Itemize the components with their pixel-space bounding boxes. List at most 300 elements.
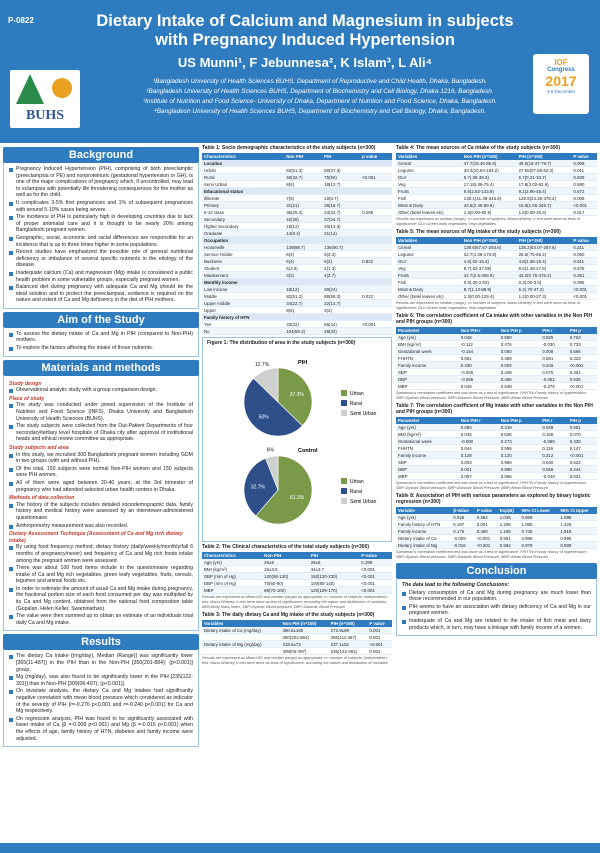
table-cell: Gestational week bbox=[396, 348, 459, 355]
table-cell: 0.008 bbox=[571, 160, 597, 167]
table-cell: 104(69.3) bbox=[284, 328, 322, 335]
table-header-cell: Non PIH p bbox=[499, 417, 541, 424]
table-cell: 1.085 bbox=[519, 521, 558, 528]
table-cell: 0.011 bbox=[571, 167, 597, 174]
table-row bbox=[396, 466, 597, 473]
table-cell: 0.323 bbox=[568, 355, 597, 362]
table-cell bbox=[202, 634, 281, 641]
legend-label: Semi Urban bbox=[350, 499, 377, 505]
table-cell: 1.2(0.00-27.3) bbox=[517, 293, 572, 300]
table-cell: 82(51.3) bbox=[284, 167, 322, 174]
table-header-row bbox=[202, 620, 392, 627]
table-cell: Dietary intake of Mg bbox=[396, 542, 451, 549]
table-cell: Meat & Dairy bbox=[396, 202, 462, 209]
table7 bbox=[396, 417, 597, 480]
table-header-cell: PIH p bbox=[568, 417, 597, 424]
table-header-cell: PIH bbox=[322, 153, 360, 160]
table-cell: 0.988 bbox=[519, 535, 558, 542]
table-cell: 0.745 bbox=[519, 528, 558, 535]
pie-label: 61.3% bbox=[290, 495, 305, 502]
table-header-cell: Non PIH r bbox=[459, 327, 499, 334]
table-cell: MBP bbox=[202, 587, 262, 594]
table3-note: Results are expressed as Mean±SD and median (range) as appropriate; n= number of subjects; Independent t-test, Mann-Whitney U test were done as tests of significance, according the nature and distribution of variables bbox=[202, 656, 389, 665]
section-header-methods: Materials and methods bbox=[3, 360, 199, 376]
background-list bbox=[9, 166, 193, 304]
table-cell: 318.6±72 bbox=[281, 641, 329, 648]
table-cell: 4.8(1.06-15.4) bbox=[517, 258, 572, 265]
table-cell: 0.066 bbox=[499, 473, 541, 480]
table-cell: 120(58-130) bbox=[262, 573, 309, 580]
table-cell: Other (betel leaves etc) bbox=[396, 293, 462, 300]
table-cell: 0.001 bbox=[367, 634, 392, 641]
right-column bbox=[396, 143, 597, 636]
table5 bbox=[396, 237, 597, 300]
table-cell: Upper bbox=[202, 307, 284, 314]
table-row bbox=[396, 445, 597, 452]
table-cell bbox=[360, 314, 392, 321]
table-header-cell: Non PIH bbox=[284, 153, 322, 160]
table-cell: 82(51.3) bbox=[284, 293, 322, 300]
table-cell: Educational status bbox=[202, 188, 284, 195]
table-cell: Semi Urban bbox=[202, 181, 284, 188]
methods-list bbox=[9, 452, 193, 494]
table-cell: -0.154 bbox=[459, 348, 499, 355]
table-cell bbox=[360, 272, 392, 279]
table-cell: 38(18.7) bbox=[322, 202, 360, 209]
legend-label: Urban bbox=[350, 479, 364, 485]
table-cell: Age (yrs) bbox=[396, 514, 451, 521]
table-header-row bbox=[396, 153, 597, 160]
table-cell: 0.551 bbox=[568, 424, 597, 431]
list-item: The study was conducted under joined supervision of the Institute of Nutrition and Food Science (INFS), Dhaka University and Bangladesh University of Health Sciences (BUHS). bbox=[9, 402, 193, 422]
table-cell: 14(9.4) bbox=[284, 230, 322, 237]
table-cell: Fish bbox=[396, 195, 462, 202]
background-box bbox=[3, 163, 199, 309]
table-cell: 1.206 bbox=[498, 521, 520, 528]
methods-subheading: Dietary Assessment Technique (Assessment of Ca and Mg rich dietary intake) bbox=[9, 531, 183, 544]
table-cell: 0.048 bbox=[459, 334, 499, 341]
table-cell: 28±5 bbox=[309, 559, 360, 566]
table-cell: 9.5(2.82-143.8) bbox=[462, 188, 517, 195]
table-cell: 8(6) bbox=[284, 307, 322, 314]
table-cell: 70(60-90) bbox=[262, 580, 309, 587]
table-cell: 34(22.7) bbox=[284, 300, 322, 307]
table-cell: 0.351 bbox=[571, 272, 597, 279]
table-cell: 0.040 bbox=[540, 459, 567, 466]
table-cell: Occupation bbox=[202, 237, 284, 244]
table-cell: 0.960 bbox=[499, 459, 541, 466]
table3 bbox=[202, 620, 392, 655]
table-cell: 4.6(.02-15.4) bbox=[462, 258, 517, 265]
table-row bbox=[396, 459, 597, 466]
table-cell: 0.969 bbox=[519, 514, 558, 521]
table-cell: 0.911 bbox=[571, 258, 597, 265]
table-cell: 237.1±52 bbox=[329, 641, 368, 648]
table-cell: <0.001 bbox=[571, 202, 597, 209]
table-cell: 27.55(07.65-63.2) bbox=[517, 167, 572, 174]
table-cell bbox=[360, 167, 392, 174]
table-cell: 0.176 bbox=[451, 528, 474, 535]
aim-box bbox=[3, 328, 199, 357]
table-cell: -0.056 bbox=[459, 376, 499, 383]
table-cell: 0.001 bbox=[367, 627, 392, 634]
table-cell: 120(105-170) bbox=[309, 587, 360, 594]
table-cell: 100(80-140) bbox=[309, 580, 360, 587]
table2 bbox=[202, 552, 392, 594]
section-header-results: Results bbox=[3, 634, 199, 650]
table-cell: No bbox=[202, 328, 284, 335]
table-header-cell: Variables bbox=[396, 237, 462, 244]
table-cell: <0.001 bbox=[367, 641, 392, 648]
table-cell: Middle bbox=[202, 293, 284, 300]
table-row bbox=[396, 251, 597, 258]
legend-label: Semi Urban bbox=[350, 411, 377, 417]
table-cell: 0.430 bbox=[568, 438, 597, 445]
table-cell: 0.268 bbox=[360, 209, 392, 216]
left-column bbox=[3, 143, 199, 747]
table-cell: 235(122-391) bbox=[329, 648, 368, 655]
table8-caption: Table 8: Association of PIH with various parameters as explored by binary logistic regression (n=300) bbox=[396, 493, 591, 505]
table-row bbox=[202, 634, 392, 641]
table-cell: 10(6.7) bbox=[322, 195, 360, 202]
table-cell: <0.001 bbox=[359, 573, 392, 580]
table-cell: 5.7(0.21-33.7) bbox=[517, 174, 572, 181]
table-cell: <0.001 bbox=[571, 293, 597, 300]
table-row bbox=[202, 174, 392, 181]
table-cell: <0.001 bbox=[571, 286, 597, 293]
table-row bbox=[202, 237, 392, 244]
table-header-cell: PIH (n=150) bbox=[517, 237, 572, 244]
list-item: The value were then summed up to obtain an estimate of an individuals total daily Ca and Mg intake. bbox=[9, 613, 193, 626]
list-item: Balanced diet during pregnancy with adequate Ca and Mg should be the ideal solution and to protect the preeclampsia, evidence is required on the nature and extent of Ca and Mg deficiency in the diet of PIH mothers. bbox=[9, 284, 193, 304]
methods-subheading: Place of study bbox=[9, 395, 45, 402]
table-cell: <0.001 bbox=[568, 362, 597, 369]
table-cell: DBP bbox=[396, 466, 459, 473]
table-cell: 9.1(2.96-45.4) bbox=[517, 188, 572, 195]
table-cell: 45.5(19.47-79.7) bbox=[517, 160, 572, 167]
table-cell: 18(12) bbox=[284, 286, 322, 293]
table-header-cell: PIH (n=150) bbox=[329, 620, 368, 627]
list-item: Of the total, 150 subjects were normal Non-PIH women and 150 subjects were PIH women. bbox=[9, 466, 193, 479]
table-row bbox=[396, 521, 597, 528]
conf-year: 2017 bbox=[545, 73, 577, 89]
table-cell: Dietary intake of Mg (mg/day) bbox=[202, 641, 281, 648]
table-cell: 139.6(67.57-293.6) bbox=[462, 244, 517, 251]
table-cell bbox=[360, 307, 392, 314]
list-item: Inadequate of Ca and Mg are related to the intake of fish meat and dairy products which, in turn, may have a linkage with family income of a women. bbox=[402, 618, 591, 631]
table-cell: 36(25.3) bbox=[284, 209, 322, 216]
conf-name: IOF bbox=[554, 58, 568, 67]
table6-note: Spearman's correlation coefficient test was done as a test of significance. FHHTN=Family history of hypertension; SBP=Systolic Blood pressure; DBP=Diastolic Blood Pressure; MBP=Mean Blood Pressure bbox=[396, 391, 587, 400]
table-row bbox=[396, 279, 597, 286]
conf-type: Congress bbox=[547, 67, 575, 73]
table-cell: Low income bbox=[202, 286, 284, 293]
table-cell: 42.7(2.5-208.9) bbox=[462, 272, 517, 279]
legend-swatch bbox=[341, 400, 347, 406]
conference-logo bbox=[533, 54, 589, 114]
table-cell bbox=[360, 230, 392, 237]
table-cell: 43.2(0.75-476.2) bbox=[517, 272, 572, 279]
table-row bbox=[396, 209, 597, 216]
table-cell: MBP bbox=[396, 383, 459, 390]
table-cell: 26.6(.75-86.2) bbox=[517, 251, 572, 258]
table-row bbox=[396, 369, 597, 376]
table-cell: 0.070 bbox=[568, 431, 597, 438]
table-cell: 0.672 bbox=[571, 188, 597, 195]
pie-label: 32.7% bbox=[250, 484, 265, 491]
table-cell: 0.211 bbox=[571, 244, 597, 251]
table-cell: 1.326 bbox=[558, 521, 597, 528]
list-item: By using food frequency method, dietary history (daily/weekly/monthly/fall 6 months of pregnancy/never) and frequency of Ca and Mg rich foods intake among the pregnant women were assessed. bbox=[9, 544, 193, 564]
table-cell: 150(130-230) bbox=[309, 573, 360, 580]
table-cell bbox=[360, 188, 392, 195]
list-item: PIH seems to have an association with dietary deficiency of Ca and Mg in our pregnant women. bbox=[402, 604, 591, 617]
table-cell bbox=[360, 216, 392, 223]
table-cell: 1.3(0.00-129.4) bbox=[462, 293, 517, 300]
table-row bbox=[202, 209, 392, 216]
table-cell: Urban bbox=[202, 167, 284, 174]
table-header-cell: PIH r bbox=[540, 417, 567, 424]
table-cell bbox=[322, 314, 360, 321]
table-cell: 0.384 bbox=[475, 514, 498, 521]
table-row bbox=[396, 293, 597, 300]
poster-footer bbox=[0, 843, 600, 853]
list-item: In order to estimate the amount of usual Ca and Mg intake during pregnancy, the fractional portion size of each food consumed per day was multiplied by its Ca and Mg content, obtained from the national food composition table (Gopalan, Helen Keller, Swaminathan). bbox=[9, 586, 193, 612]
table-cell: 0.890 bbox=[571, 181, 597, 188]
table-header-cell: Non PIH (n=150) bbox=[281, 620, 329, 627]
table-header-cell: P-value bbox=[359, 552, 392, 559]
table-row bbox=[202, 293, 392, 300]
list-item: The study subjects were collected from the Out-Patient Departments of four secondary/tertiary level hospitals of Dhaka city after approval of institutional heads and ethical review committee as appropriate. bbox=[9, 423, 193, 443]
methods-list bbox=[9, 402, 193, 443]
table-row bbox=[202, 272, 392, 279]
table-row bbox=[396, 438, 597, 445]
table-cell: 0.119 bbox=[540, 445, 567, 452]
table-cell: FHHTN bbox=[396, 445, 459, 452]
table-row bbox=[396, 431, 597, 438]
table-cell: 5(3.3) bbox=[284, 265, 322, 272]
table-header-cell: P value bbox=[475, 507, 498, 514]
table-cell: Upper middle bbox=[202, 300, 284, 307]
table-row bbox=[202, 573, 392, 580]
table-row bbox=[396, 258, 597, 265]
table-cell: Other (betel leaves etc) bbox=[396, 209, 462, 216]
table-cell: 34(22.7) bbox=[322, 209, 360, 216]
table-row bbox=[396, 174, 597, 181]
table-cell: 0.066 bbox=[540, 466, 567, 473]
table-header-row bbox=[396, 327, 597, 334]
table-row bbox=[396, 355, 597, 362]
table-cell: 0.001 bbox=[367, 648, 392, 655]
conclusion-list bbox=[402, 590, 591, 632]
table-cell: Dietary intake of Ca bbox=[396, 535, 451, 542]
table-cell: 7(5) bbox=[284, 195, 322, 202]
table-cell: 1.5(0.00-60.8) bbox=[462, 209, 517, 216]
conclusion-box bbox=[396, 579, 597, 636]
table-cell: 66(44) bbox=[322, 321, 360, 328]
table-cell: Age (yrs) bbox=[396, 334, 459, 341]
table-cell bbox=[360, 237, 392, 244]
legend-label: Urban bbox=[350, 391, 364, 397]
table-row bbox=[396, 195, 597, 202]
table-cell: 350(201-884) bbox=[281, 634, 329, 641]
legend-swatch bbox=[341, 390, 347, 396]
table-cell: 0.061 bbox=[459, 355, 499, 362]
table-cell: Higher secondary bbox=[202, 223, 284, 230]
table-cell: 0.001 bbox=[459, 466, 499, 473]
table-cell bbox=[322, 188, 360, 195]
table-cell: 17.18(.36-75.4) bbox=[462, 181, 517, 188]
table-cell: Illiterate bbox=[202, 195, 284, 202]
table-cell: <0.001 bbox=[359, 580, 392, 587]
list-item: On regression analysis, PIH was found to be significantly associated with lower intake of Ca (β =-0.009 p<0.001) and Mg (β =-0.016 p<0.001) when the effects of age, family history of HTN, diabetes and family income were adjusted. bbox=[9, 716, 193, 742]
table1-caption: Table 1: Socio demographic characteristics of the study subjects (n=300) bbox=[202, 145, 376, 151]
table-cell: -0.006 bbox=[459, 369, 499, 376]
table-cell bbox=[360, 328, 392, 335]
table-cell: 1.026 bbox=[498, 514, 520, 521]
table4-note: Results are expressed as median (range); n= number of subjects; Mann-Whitney U test were done as tests of significance; GLV=Green leafy vegetables; Veg=vegetables bbox=[396, 217, 580, 226]
table-cell: -0.090 bbox=[459, 438, 499, 445]
table-cell: 49(32.7) bbox=[284, 174, 322, 181]
methods-subheading: Study design bbox=[9, 380, 42, 387]
table-cell: 0.008 bbox=[571, 195, 597, 202]
table-cell: 1.088 bbox=[558, 514, 597, 521]
table-cell: 0.120 bbox=[499, 452, 541, 459]
table-header-cell: P value bbox=[367, 620, 392, 627]
table-cell: 37(24.7) bbox=[322, 216, 360, 223]
table-row bbox=[202, 202, 392, 209]
table-cell: 48(32) bbox=[322, 328, 360, 335]
list-item: There was about 100 food items include in the questionnaire regarding intake of Ca and Mg rich vegetables, green leafy vegetables, fruits, cereals, legumes and animal foods etc. bbox=[9, 565, 193, 585]
table-row bbox=[202, 321, 392, 328]
table-header-row bbox=[396, 417, 597, 424]
table-cell bbox=[360, 265, 392, 272]
pie-label: 50% bbox=[258, 414, 269, 421]
section-header-background: Background bbox=[3, 147, 199, 163]
methods-list bbox=[9, 502, 193, 529]
table-cell: 0.086 bbox=[571, 279, 597, 286]
table-cell: -0.051 bbox=[540, 376, 567, 383]
pie-label: 6% bbox=[266, 447, 274, 454]
table-header-cell: PIH p bbox=[568, 327, 597, 334]
table-cell: 0.025 bbox=[540, 334, 567, 341]
table-cell bbox=[202, 648, 281, 655]
buhs-logo bbox=[10, 70, 80, 128]
table-cell: 9.6(1.45-27.6) bbox=[517, 265, 572, 272]
list-item: Anthropometry measurement was also recorded. bbox=[9, 523, 193, 530]
table-row bbox=[396, 167, 597, 174]
legend-swatch bbox=[341, 498, 347, 504]
table-row bbox=[396, 535, 597, 542]
table-cell: 0.536 bbox=[568, 376, 597, 383]
table-cell: 0.083 bbox=[459, 424, 499, 431]
table-cell: 1.918 bbox=[558, 528, 597, 535]
list-item: On bivariate analysis, the dietary Ca and Mg intakes had significantly negative correlation with mean blood pressure which considered as indicator of the severity of PIH (r=-0.276 p<0.001 and r=-0.240 p<0.001) for Ca and Mg respectively. bbox=[9, 688, 193, 714]
table-row bbox=[396, 265, 597, 272]
table-cell: 32.7(1.09-173.8) bbox=[462, 251, 517, 258]
table-row bbox=[202, 167, 392, 174]
conclusion-intro: The data lead to the following Conclusions: bbox=[402, 582, 510, 588]
table-cell: 4(2.7) bbox=[322, 272, 360, 279]
table-cell: 0.319 bbox=[499, 424, 541, 431]
table-row bbox=[202, 300, 392, 307]
table-row bbox=[202, 181, 392, 188]
table-cell: 5(3.3) bbox=[322, 251, 360, 258]
table6 bbox=[396, 327, 597, 390]
table-cell: 0.733 bbox=[568, 341, 597, 348]
table-cell: 0.995 bbox=[558, 535, 597, 542]
table-cell: Location bbox=[202, 160, 284, 167]
table-cell: 2(1.3) bbox=[322, 265, 360, 272]
list-item: To assess the dietary intake of Ca and Mg in PIH (compared to Non-PIH) mothers. bbox=[9, 331, 193, 344]
table-header-cell: β-Value bbox=[451, 507, 474, 514]
table-row bbox=[202, 188, 392, 195]
results-list bbox=[9, 653, 193, 742]
table-cell: 0.408 bbox=[499, 369, 541, 376]
authors: US Munni¹, F Jebunnesa², K Islam³, L Ali⁴ bbox=[177, 55, 433, 70]
table-cell: 0.045 bbox=[459, 383, 499, 390]
table2-note: Results are expressed as Mean±SD and median (range) as appropriate; n= number of subjects; Independent t-test, Mann-Whitney U test were done as test of significance, according the nature and distribution of variables; BMI=Body Mass Index, SBP=Systolic Blood pressure; DBP=Diastolic Blood Pressure bbox=[202, 595, 389, 609]
table3-caption: Table 3: The daily dietary Ca and Mg intake of the study subjects (n=300) bbox=[202, 612, 375, 618]
table-cell: Gestational week bbox=[396, 438, 459, 445]
table-cell: <0.001 bbox=[568, 452, 597, 459]
table-cell: 42(28) bbox=[284, 216, 322, 223]
table-cell: 0.430 bbox=[459, 362, 499, 369]
table-cell: Veg bbox=[396, 181, 462, 188]
table-cell: Maidservant bbox=[202, 272, 284, 279]
table-cell: 31(21) bbox=[284, 202, 322, 209]
table-cell: 25±5 bbox=[262, 559, 309, 566]
table-cell: Secondary bbox=[202, 216, 284, 223]
table-cell: 265(111-487) bbox=[329, 634, 368, 641]
table-cell: 18(12.7) bbox=[322, 181, 360, 188]
table-cell bbox=[360, 181, 392, 188]
table-cell: 0.003 bbox=[459, 459, 499, 466]
table-cell: 139(88.7) bbox=[284, 244, 322, 251]
table-cell: 0.763 bbox=[568, 334, 597, 341]
table-cell: 5.3(.70-47.2) bbox=[517, 286, 572, 293]
table-cell: 0.459 bbox=[499, 355, 541, 362]
table-cell: 0.989 bbox=[558, 542, 597, 549]
table-cell: 0.299 bbox=[359, 559, 392, 566]
table-cell: <0.001 bbox=[359, 566, 392, 573]
table-cell: <0.001 bbox=[360, 321, 392, 328]
table-header-cell: P value bbox=[571, 153, 597, 160]
table-cell: -0.112 bbox=[459, 341, 499, 348]
table-header-cell: Characteristics bbox=[202, 552, 262, 559]
table-cell: 0.990 bbox=[499, 466, 541, 473]
table-row bbox=[396, 272, 597, 279]
pie-label: 37.3% bbox=[289, 392, 304, 399]
table-row bbox=[396, 528, 597, 535]
table7-note: Spearman's correlation coefficient test was done as a test of significance. FHHTN=Family history of hypertension; SBP=Systolic Blood pressure; DBP=Diastolic Blood Pressure; MBP=Mean Blood Pressure bbox=[396, 481, 587, 490]
legend-label: Rural bbox=[350, 489, 362, 495]
conf-date: 4-8 December bbox=[546, 89, 576, 94]
legend-label: Rural bbox=[350, 401, 362, 407]
table-cell: 17.8(3.02-63.9) bbox=[517, 181, 572, 188]
table2-caption: Table 2: The Clinical characteristics of the total study subjects (n=300) bbox=[202, 544, 370, 550]
list-item: The history of the subjects includes detailed sociodemographic data, family history and medical history were assessed by an interviewer-administered questionnaire. bbox=[9, 502, 193, 522]
table-row bbox=[202, 230, 392, 237]
table-row bbox=[202, 258, 392, 265]
table-cell bbox=[322, 279, 360, 286]
table-cell: Legume bbox=[396, 251, 462, 258]
table-cell: Student bbox=[202, 265, 284, 272]
table-cell: 0.638 bbox=[499, 383, 541, 390]
table-cell: DBP (mm of Hg) bbox=[202, 580, 262, 587]
table-cell: 136(90.7) bbox=[322, 244, 360, 251]
section-header-conclusion: Conclusion bbox=[396, 563, 597, 579]
